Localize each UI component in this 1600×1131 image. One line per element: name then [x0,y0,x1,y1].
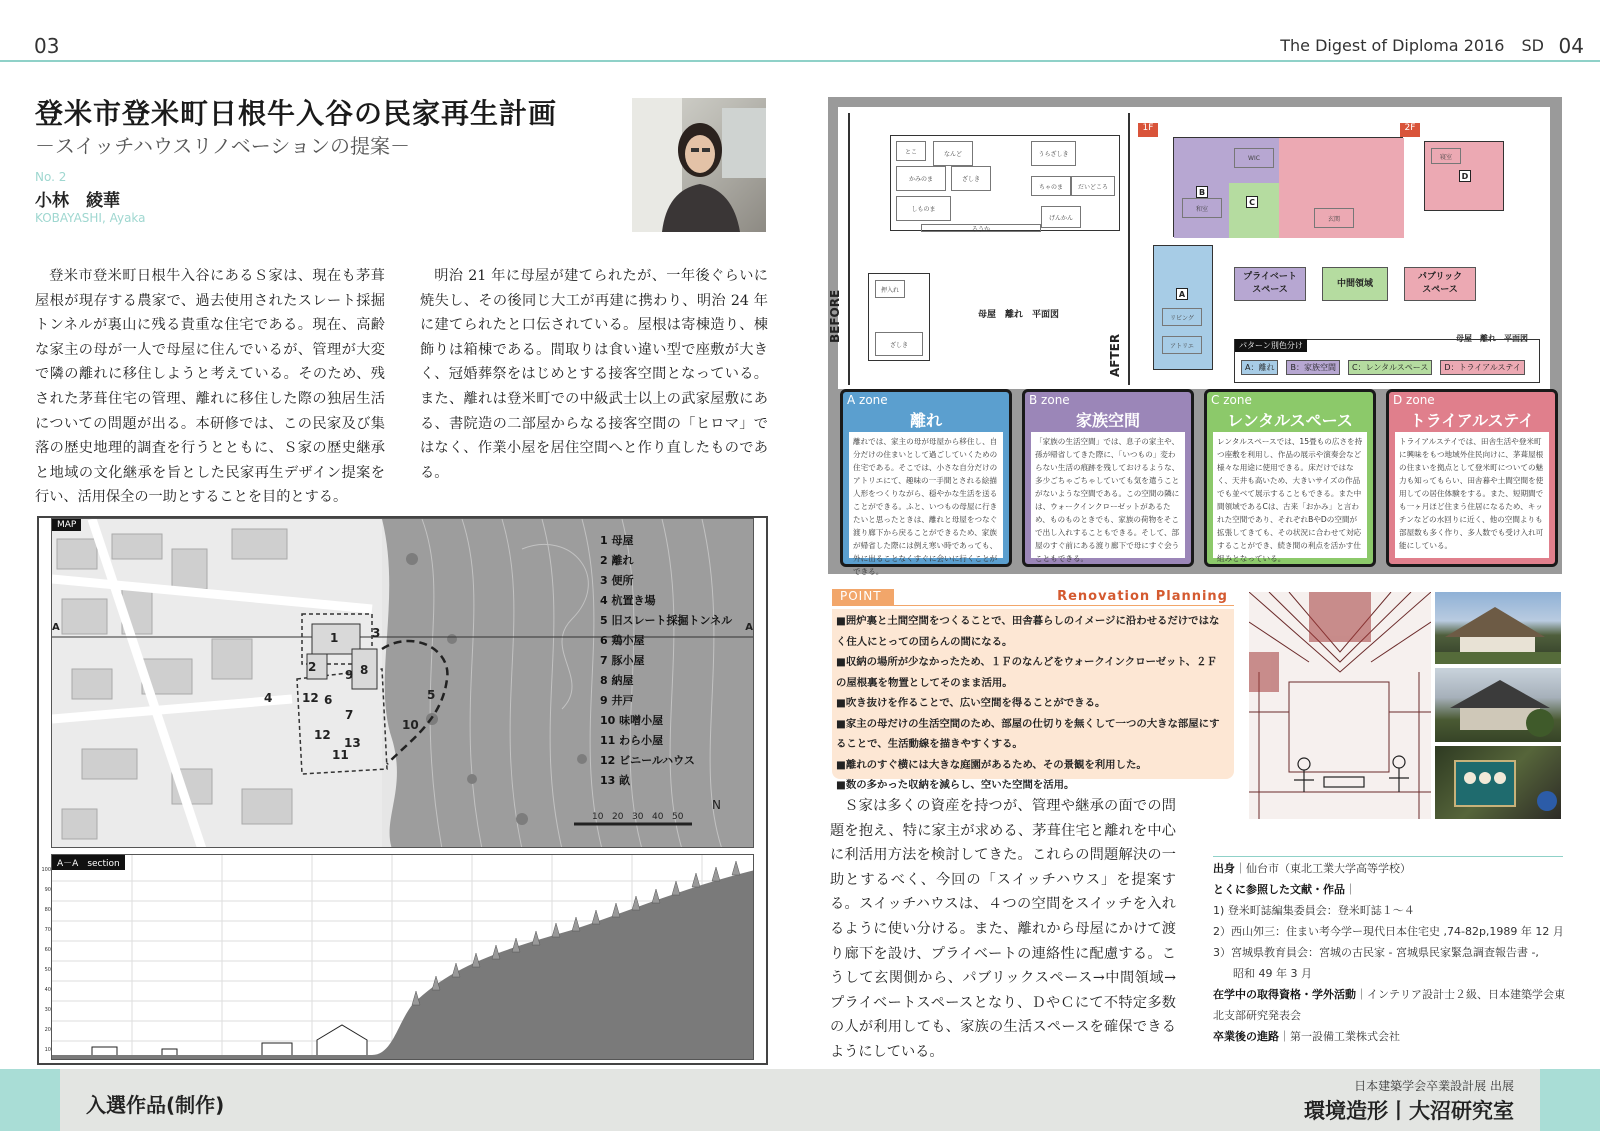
section-tick: 100 [41,867,51,873]
pattern-legend [1234,339,1540,383]
before-main-house-plan: とこ なんど うらざしき かみのま ざしき ちゃのま だいどころ しものま ろうか げんかん [890,135,1120,231]
footer-band [0,1069,1600,1131]
svg-text:4: 4 [264,691,273,705]
svg-text:20: 20 [612,812,624,822]
section-tag: A－A section [52,855,125,870]
section-tick: 90 [44,887,51,893]
section-tick: 50 [44,967,51,973]
running-header [1280,36,1544,55]
point-item: ■離れのすぐ横には大きな庭園があるため、その景観を利用した。 [836,758,1147,771]
legend-item: 2 離れ [600,554,634,567]
footer-exhibit: 日本建築学会卒業設計展 出展 [1354,1079,1514,1093]
zone-b-name: 家族空間 [1075,411,1140,430]
article-title: 登米市登米町日根牛入谷の民家再生計画 [35,97,558,130]
map-tag: MAP [52,519,81,531]
refs-label: とくに参照した文献・作品 [1213,883,1345,896]
section-tick: 10 [44,1047,51,1053]
site-map [51,518,754,848]
site-section [51,854,754,1060]
after-annex-plan: リビング アトリエ A [1153,245,1213,370]
point-item: ■家主の母だけの生活空間のため、部屋の仕切りを無くして一つの大きな部屋にすることで、生活動線を描きやすくする。 [836,717,1220,750]
interior-photo-dolls [1435,746,1561,819]
svg-text:12: 12 [302,691,319,705]
floor-2-tag: 2F [1400,123,1420,137]
zone-d-tag: D zone [1393,393,1435,407]
legend-item: 6 鶏小屋 [600,634,645,647]
zone-a-card [840,389,1012,576]
section-tick: 20 [44,1027,51,1033]
legend-item: 11 わら小屋 [600,734,664,747]
svg-text:11: 11 [332,748,349,762]
after-floor2-plan: 寝室 D [1424,141,1504,211]
career-label: 卒業後の進路 [1213,1030,1279,1043]
svg-text:10: 10 [402,718,419,732]
pattern-b: B：家族空間 [1286,360,1340,375]
svg-text:1: 1 [330,631,339,645]
before-label: BEFORE [828,289,842,343]
point-item: ■吹き抜けを作ることで、広い空間を得ることができる。 [836,697,1106,709]
svg-text:2: 2 [308,660,317,674]
plans-sheet [828,107,1550,389]
svg-text:9: 9 [345,668,354,682]
pattern-c: C：レンタルスペース [1348,360,1432,375]
site-map-figure [37,516,768,1065]
zone-c-text: レンタルスペースでは、15畳もの広さを持つ座敷を利用し、作品の展示や演奏会など様々な用途に使用できる。床だけではなく、天井も高いため、大きいサイズの作品でも並べて展示することもできる。また中間領域であるCは、古来「おかみ」と言われた空間であり、それぞれBやDの空間が拡張してきても、その状況に合わせて対応することができ、続き間の利点を活かす仕組みとなっている。 [1213,432,1367,558]
after-plan-caption: 母屋 離れ 平面図 [1456,334,1528,343]
exterior-photo-1 [1435,592,1561,664]
svg-text:30: 30 [632,812,644,822]
header-rule [0,60,1600,62]
journal-title: The Digest of Diploma 2016 [1280,36,1505,55]
ref-item: 昭和 49 年 3 月 [1233,967,1312,980]
svg-text:12: 12 [314,728,331,742]
zone-a-tag: A zone [847,393,888,407]
legend-item: 3 便所 [600,574,634,587]
zone-d-text: トライアルステイでは、田舎生活や登米町に興味をもつ地域外住民向けに、茅葺屋根の住まいを拠点として登米町についての魅力も知ってもらい、田舎暮や土間空間を使用しての居住体験をする。また、短期間でも一ヶ月ほど住まう住居になるため、キッチンなどの水回りに近く、他の空間よりも部屋数も多く作り、多人数でも受け入れ可能にしている。 [1395,432,1549,558]
zone-d-name: トライアルステイ [1409,411,1535,430]
author-photo [632,98,766,232]
point-item: ■囲炉裏と土間空間をつくることで、田舎暮らしのイメージに沿わせるだけではなく住人にとっての団らんの間になる。 [836,615,1220,648]
ref-item: 1) 登米町誌編集委員会：登米町誌１～４ [1213,904,1415,917]
zone-b-text: 「家族の生活空間」では、息子の家主や、孫が帰省してきた際に、「いつもの」変わらない生活の痕跡を残しておけるような、多少ごちゃごちゃしていても気を遣うことがないような空間である。この空間の隣には、ウォークインクローゼットがあるため、ものものときでも、家族の荷物をそこで出し入れすることもできる。そして、部屋のすぐ前にある渡り廊下で母にすぐ会うこともできる。 [1031,432,1185,558]
svg-text:N: N [712,798,721,812]
public-space-box: パブリック スペース [1404,267,1476,301]
section-tick: 80 [44,907,51,913]
point-heading: Renovation Planning [1057,589,1228,604]
middle-space-box: 中間領域 [1322,267,1388,301]
qual-label: 在学中の取得資格・学外活動 [1213,988,1356,1001]
body-column-1: 登米市登米町日根牛入谷にあるＳ家は、現在も茅葺屋根が現存する農家で、過去使用されたスレート採掘トンネルが裏山に残る貴重な住宅である。現在、高齢な家主の母が一人で母屋に住んでいるが、管理が大変で隣の離れに移住しようと考えている。そのため、残された茅葺住宅の管理、離れに移住した際の独居生活についての問題が出る。本研修では、この民家及び集落の歴史地理的調査を行うとともに、Ｓ家の歴史継承と地域の文化継承を旨とした民家再生デザイン提案を行い、活用保全の一助とすることを目的とする。 [35,268,385,506]
pattern-d: D：トライアルステイ [1440,360,1524,375]
point-item: ■収納の場所が少なかったため、１Ｆのなんどをウォークインクローゼット、２Ｆの屋根裏を物置としてそのまま活用。 [836,656,1217,689]
body-column-2: 明治 21 年に母屋が建てられたが、一年後ぐらいに焼失し、その後同じ大工が再建に携わり、明治 24 年に建てられたと口伝されている。屋根は寄棟造り、棟飾りは箱棟である。間取りは食い違い型で座敷が大きく、冠婚葬祭をはじめとする接客空間となっている。また、離れは登米町での中級武士以上の武家屋敷にある、書院造の二部屋からなる接客空間の「ヒロマ」ではなく、作業小屋を居住空間へと作り直したものである。 [420,268,768,481]
legend-item: 8 納屋 [600,674,634,687]
svg-text:7: 7 [345,708,354,722]
floor-1-tag: 1F [1138,123,1158,137]
svg-text:3: 3 [372,626,381,640]
zone-c-name: レンタルスペース [1227,411,1353,430]
section-tick: 40 [44,987,51,993]
footer-lab: 環境造形丨大沼研究室 [1304,1099,1514,1123]
svg-text:6: 6 [324,693,333,707]
entry-number: No. 2 [35,170,67,184]
qual-value: インテリア設計士２級、日本建築学会東北支部研究発表会 [1213,988,1565,1022]
zone-b-tag: B zone [1029,393,1070,407]
zone-c-tag: C zone [1211,393,1252,407]
section-mark-left: A [52,622,60,633]
section-tick: 30 [44,1007,51,1013]
section-tick: 60 [44,947,51,953]
legend-item: 7 豚小屋 [600,654,645,667]
plans-panel [828,97,1562,574]
profile-block: 出身｜仙台市（東北工業大学高等学校） とくに参照した文献・作品｜ 1) 登米町誌編集委員会：登米町誌１～４ 2）西山夘三：住まい考今学ー現代日本住宅史 ,74-82p,1989 年 12 月 3）宮城県教育員会：宮城の古民家 - 宮城県民家緊急調査報告書 -, 昭和 49 年 3 月 在学中の取得資格・学外活動｜インテリア設計士２級、日本建築学会東北支部研究発表会 卒業後の進路｜第一設備工業株式会社 [1213,862,1565,1043]
profile-rule [1213,856,1563,857]
right-page-number: 04 [1558,34,1584,58]
ref-item: 3）宮城県教育員会：宮城の古民家 - 宮城県民家緊急調査報告書 -, [1213,946,1539,959]
svg-text:8: 8 [360,663,369,677]
legend-item: 12 ビニールハウス [600,754,695,767]
zone-c-card [1204,389,1376,567]
origin-label: 出身 [1213,862,1235,875]
legend-item: 9 井戸 [600,694,634,707]
article-subtitle: －スイッチハウスリノベーションの提案－ [35,134,410,158]
section-axis [39,854,51,1060]
point-item: ■数の多かった収納を減らし、空いた空間を活用。 [836,779,1075,791]
after-label: AFTER [1108,333,1122,377]
legend-item: 1 母屋 [600,534,634,547]
legend-item: 4 杭置き場 [600,594,656,607]
footer-category: 入選作品(制作) [86,1093,225,1117]
point-box [832,589,1234,789]
pattern-legend-title: パターン別色分け [1235,339,1307,352]
zone-a-name: 離れ [909,411,942,430]
body-column-3: Ｓ家は多くの資産を持つが、管理や継承の面での問題を抱え、特に家主が求める、茅葺住宅と離れを中心に利活用方法を検討してきた。これらの問題解決の一助とするべく、今回の「スイッチハウス」を提案する。スイッチハウスは、４つの空間をスイッチを入れるように使い分ける。また、離れから母屋にかけて渡り廊下を設け、プライベートの連絡性に配慮する。こうして玄関側から、パブリックスペース→中間領域→プライベートスペースとなり、ＤやＣにて不特定多数の人が利用しても、家族の生活スペースを確保できるようにしている。 [830,798,1176,1060]
before-plan-caption: 母屋 離れ 平面図 [978,310,1060,320]
zone-a-text: 離れでは、家主の母が母屋から移住し、自分だけの住まいとして過ごしていくための住宅である。そこでは、小さな自分だけのアトリエにて、趣味の一手間とされる絵描人形をつくりながら、穏やかな生活を送ることができる。ふと、いつもの母屋に行きたいと思ったときは、離れと母屋をつなぐ渡り廊下から戻ることができるため、家族が帰省した際には例え寒い時であっても、外に出ることなくすぐに会いに行くことができる。 [849,432,1003,558]
map-legend [600,531,732,791]
journal-code: SD [1521,36,1544,55]
pattern-a: A：離れ [1241,360,1278,375]
section-mark-right: A [745,622,753,633]
legend-item: 5 旧スレート採掘トンネル [600,614,733,627]
legend-item: 10 味噌小屋 [600,714,664,727]
interior-sketch [1249,592,1431,819]
left-page-number: 03 [34,34,60,58]
svg-text:13: 13 [344,736,361,750]
point-list [832,609,1234,791]
author-name: 小林 綾華 [35,191,120,211]
scale-10: 10 [592,812,604,822]
zone-b-card [1022,389,1194,567]
exterior-photo-2 [1435,668,1561,742]
zone-d-card [1386,389,1558,567]
svg-text:40: 40 [652,812,664,822]
after-main-house-plan: WIC 和室 玄関 B C [1173,137,1403,237]
svg-text:5: 5 [427,688,436,702]
career-value: 第一設備工業株式会社 [1290,1030,1400,1043]
origin-value: 仙台市（東北工業大学高等学校） [1246,862,1411,875]
section-tick: 70 [44,927,51,933]
point-tag: POINT [832,589,894,606]
author-name-en: KOBAYASHI, Ayaka [35,211,146,225]
private-space-box: プライベート スペース [1234,267,1306,301]
ref-item: 2）西山夘三：住まい考今学ー現代日本住宅史 ,74-82p,1989 年 12 月 [1213,925,1564,938]
before-annex-plan: 押入れ ざしき [868,273,930,361]
legend-item: 13 畝 [600,774,631,787]
svg-text:50: 50 [672,812,684,822]
